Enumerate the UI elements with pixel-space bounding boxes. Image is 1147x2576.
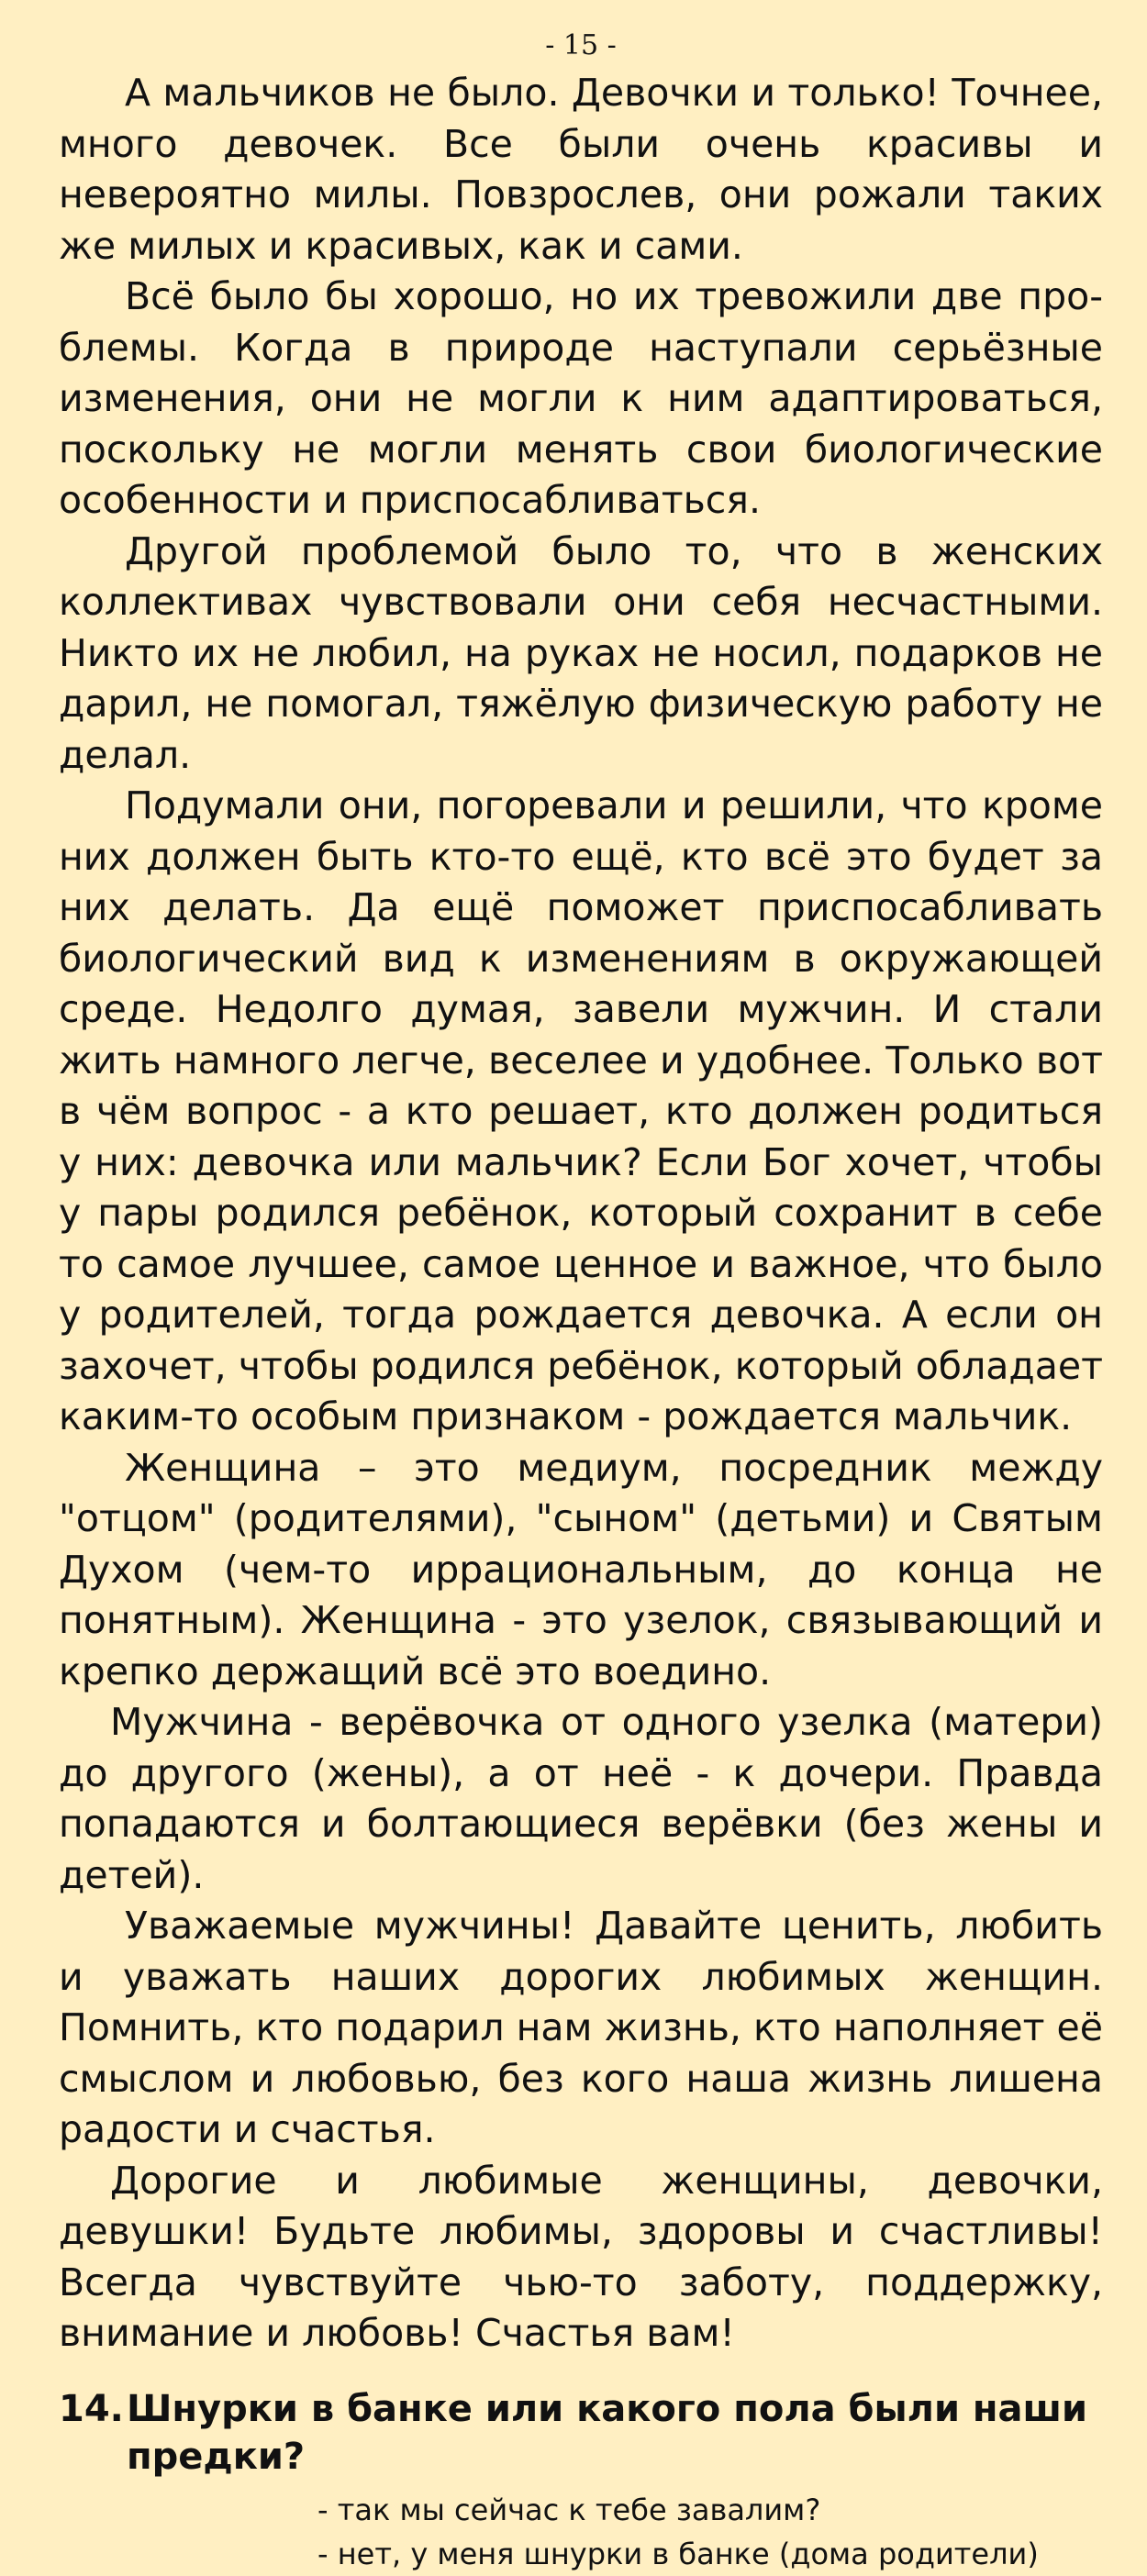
- paragraph: Мужчина - верёвочка от одного узелка (матери) до другого (жены), а от неё - к дочери. Правда попадаются и болтающиеся верёвки (без жены и детей).: [59, 1700, 1103, 1897]
- paragraph: Женщина – это медиум, посредник между "отцом" (родителями), "сыном" (детьми) и Святым Духом (чем-то иррациональным, до конца не понятным). Женщина - это узелок, связывающий и крепко держащий всё это воедино.: [59, 1445, 1103, 1693]
- dialog-epigraph: [317, 2488, 1103, 2576]
- paragraph: Всё было бы хорошо, но их тревожили две проблемы. Когда в природе наступали серьёзные изменения, они не могли к ним адаптироваться, поскольку не могли менять свои биологические особенности и приспосабливаться.: [59, 274, 1103, 522]
- section-heading: [59, 2385, 1103, 2481]
- paragraph: Подумали они, погоревали и решили, что кроме них должен быть кто-то ещё, кто всё это будет за них делать. Да ещё поможет приспосабливать биологический вид к изменениям в окружающей среде. Недолго думая, завели мужчин. И стали жить намного легче, веселее и удобнее. Только вот в чём вопрос - а кто решает, кто должен родиться у них: девочка или мальчик? Если Бог хочет, чтобы у пары родился ребёнок, который сохранит в себе то самое лучшее, самое ценное и важное, что было у родителей, тогда рождается девочка. А если он захочет, чтобы родился ребёнок, который обладает каким-то особым признаком - рождается мальчик.: [59, 783, 1103, 1438]
- paragraph: А мальчиков не было. Девочки и только! Точнее, много девочек. Все были очень красивы и невероятно милы. Повзрослев, они рожали таких же милых и красивых, как и сами.: [59, 71, 1103, 268]
- section-number: 14.: [59, 2387, 124, 2430]
- paragraph: Другой проблемой было то, что в женских коллективах чувствовали они себя несчастными. Никто их не любил, на руках не носил, подарков не дарил, не помогал, тяжёлую физическую работу не делал.: [59, 528, 1103, 777]
- section-title: Шнурки в банке или какого пола были наши предки?: [127, 2387, 1088, 2478]
- page-number: - 15 -: [545, 29, 617, 61]
- paragraph: Дорогие и любимые женщины, девочки, девушки! Будьте любимы, здоровы и счастливы! Всегда чувствуйте чью-то заботу, поддержку, внимание и любовь! Счастья вам!: [59, 2158, 1103, 2355]
- dialog-line: - так мы сейчас к тебе завалим?: [317, 2492, 821, 2527]
- paragraph: Уважаемые мужчины! Давайте ценить, любить и уважать наших дорогих любимых женщин. Помнить, кто подарил нам жизнь, кто наполняет её смыслом и любовью, без кого наша жизнь лишена радости и счастья.: [59, 1904, 1103, 2151]
- dialog-line: - нет, у меня шнурки в банке (дома родители): [317, 2536, 1039, 2571]
